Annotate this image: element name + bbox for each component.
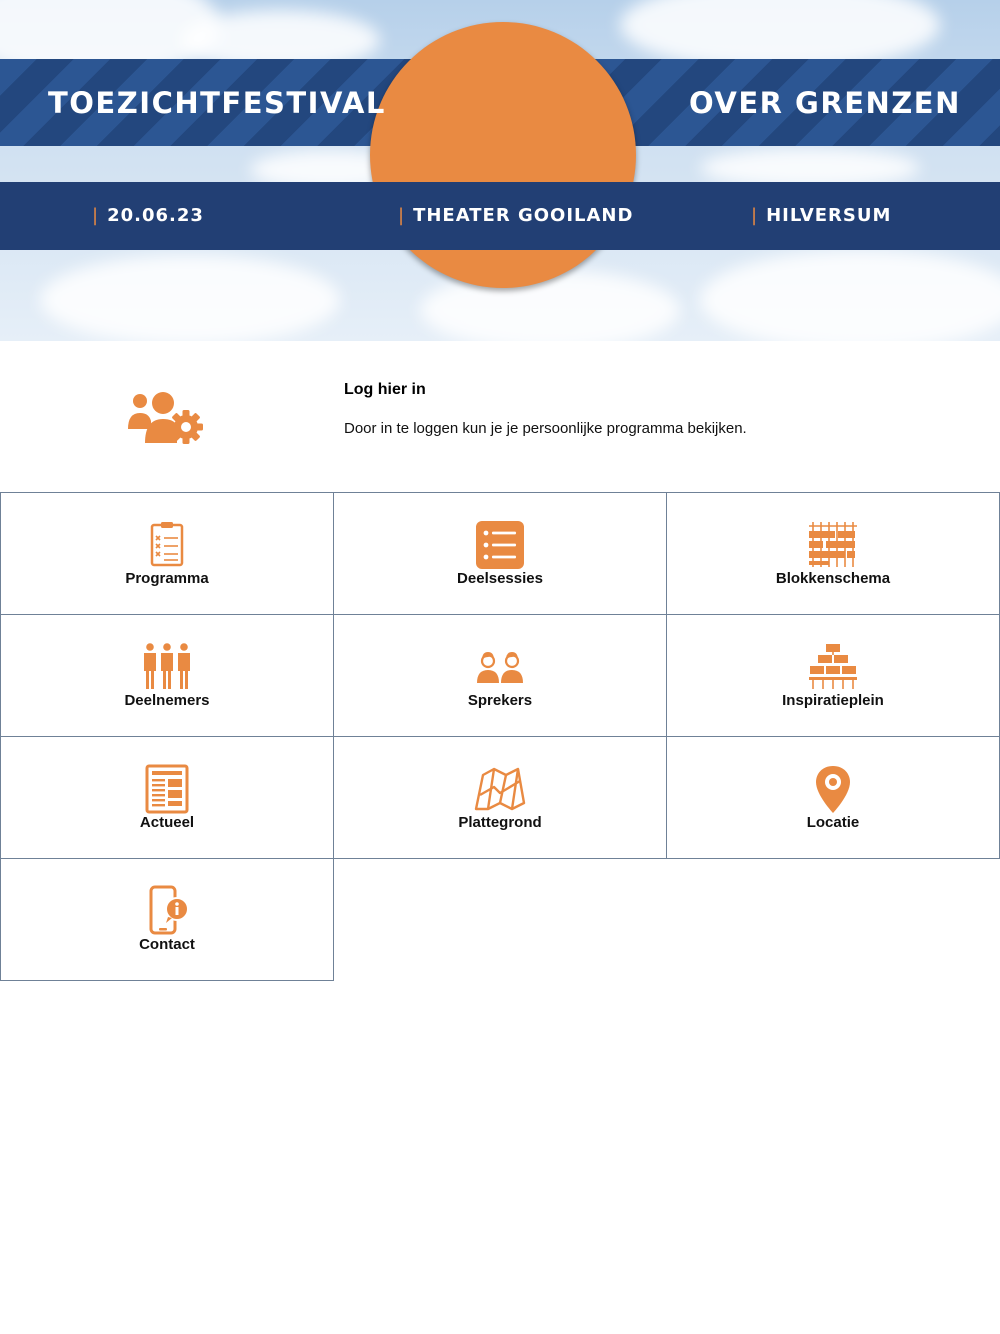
tile-label: Inspiratieplein [782,692,884,709]
clipboard-list-icon [141,519,193,571]
tile-deelsessies[interactable] [333,492,667,615]
event-city: | HILVERSUM [751,205,892,226]
event-date: | 20.06.23 [92,205,204,226]
tile-deelnemers[interactable] [0,614,334,737]
login-description: Door in te loggen kun je je persoonlijke programma bekijken. [344,420,747,437]
tile-blokkenschema[interactable] [666,492,1000,615]
tile-programma[interactable] [0,492,334,615]
map-icon [474,763,526,815]
tile-label: Plattegrond [458,814,542,831]
tile-actueel[interactable] [0,736,334,859]
event-venue: | THEATER GOOILAND [398,205,634,226]
tile-sprekers[interactable] [333,614,667,737]
org-chart-icon [807,641,859,693]
tile-contact[interactable] [0,858,334,981]
speakers-icon [474,641,526,693]
festival-subtitle: OVER GRENZEN [689,86,961,120]
tile-label: Programma [125,570,209,587]
list-icon [474,519,526,571]
header-banner [0,0,1000,341]
tile-label: Blokkenschema [775,570,891,587]
tile-label: Deelsessies [457,570,543,587]
newspaper-icon [141,763,193,815]
tile-label: Sprekers [467,692,533,709]
phone-info-icon [141,885,193,937]
tile-label: Deelnemers [124,692,210,709]
tile-label: Actueel [139,814,195,831]
login-section[interactable] [0,341,1000,492]
tile-label: Locatie [806,814,860,831]
login-title[interactable]: Log hier in [344,381,426,398]
location-pin-icon [807,763,859,815]
group-people-icon [141,641,193,693]
tile-inspiratieplein[interactable] [666,614,1000,737]
tile-locatie[interactable] [666,736,1000,859]
tile-label: Contact [139,936,195,953]
tile-plattegrond[interactable] [333,736,667,859]
festival-title: TOEZICHTFESTIVAL [48,86,386,120]
schedule-grid-icon [807,519,859,571]
users-gear-icon [127,389,205,445]
